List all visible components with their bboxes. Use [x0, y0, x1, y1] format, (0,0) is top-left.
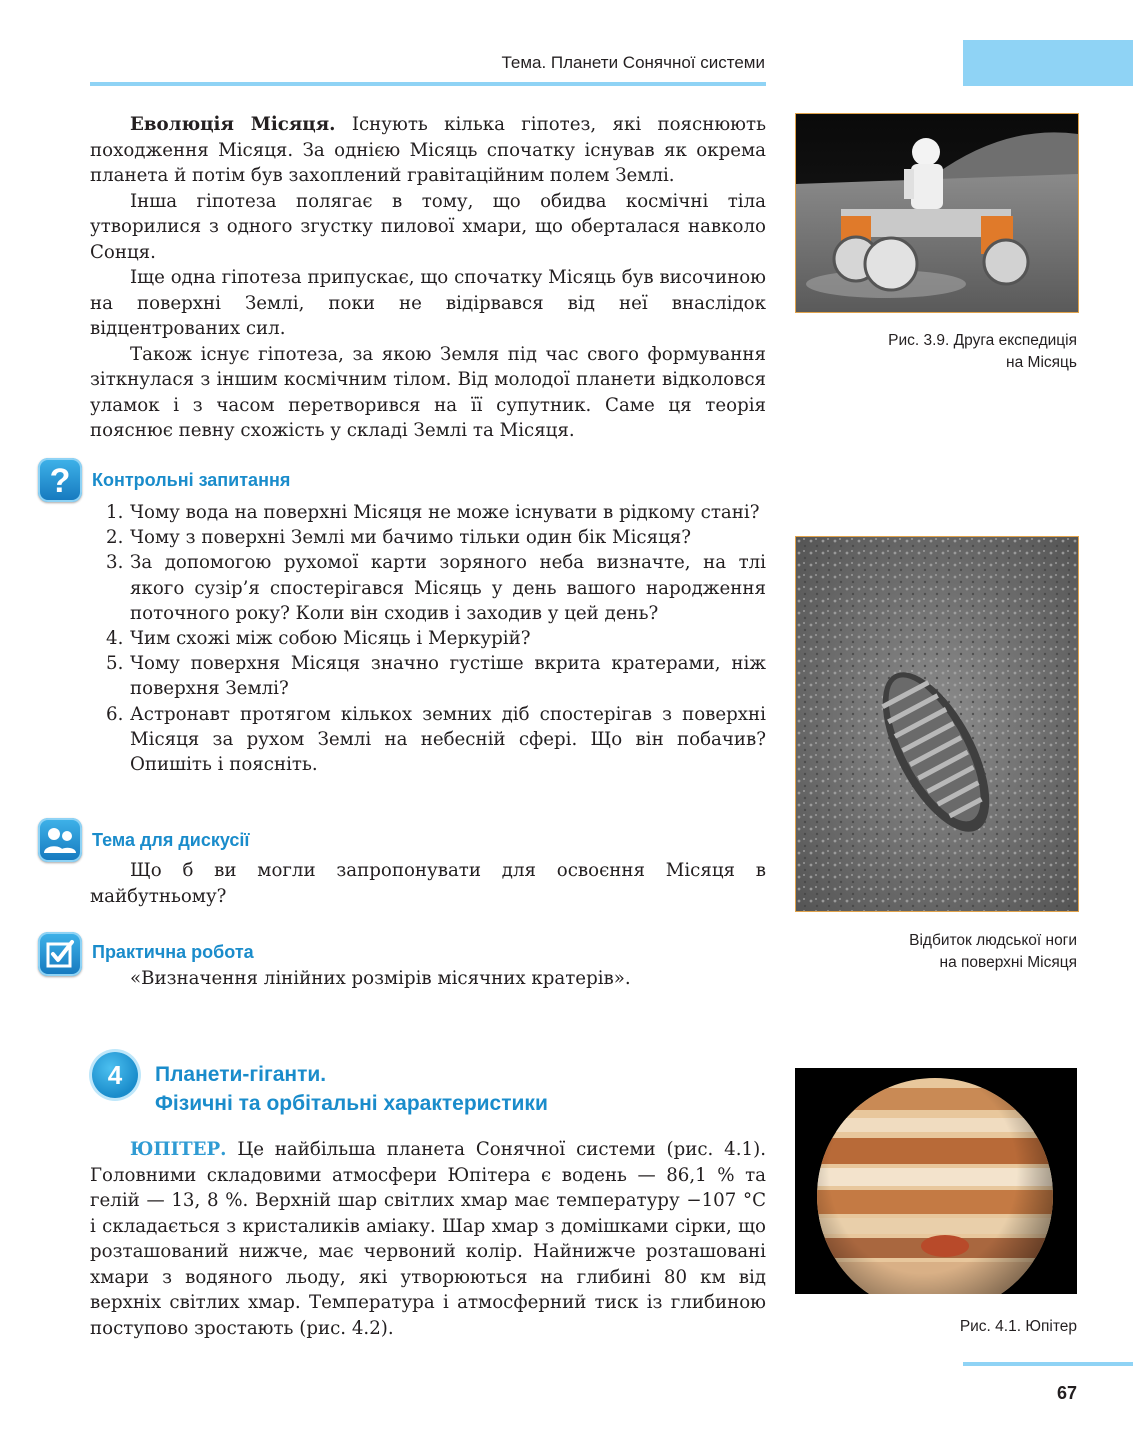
figure-jupiter — [795, 1068, 1077, 1294]
question-text: Чому з поверхні Землі ми бачимо тільки один бік Місяця? — [130, 527, 692, 549]
section-title-line-2: Фізичні та орбітальні характеристики — [155, 1092, 548, 1115]
figure-lunar-rover — [795, 113, 1079, 313]
question-text: Чому вода на поверхні Місяця не може існувати в рідкому стані? — [130, 502, 760, 523]
question-number: 4. — [106, 628, 124, 650]
evolution-paragraph-1-text: Існують кілька гіпотез, які пояснюють походження Місяця. За однією Місяць спочатку існував як окрема планета й потім був захоплений гравітаційним полем Землі. — [90, 114, 766, 186]
caption-fig-3-9 — [800, 330, 1077, 374]
section-number-badge: 4 — [92, 1052, 138, 1098]
footprint-image — [796, 537, 1078, 911]
question-text: Чому поверхня Місяця значно густіше вкрита кратерами, ніж поверхня Землі? — [130, 653, 766, 700]
question-number: 3. — [106, 552, 124, 574]
control-questions-list — [90, 500, 766, 777]
caption-line: на поверхні Місяця — [939, 954, 1077, 971]
lunar-rover-image — [796, 114, 1078, 312]
jupiter-text-block — [90, 1137, 766, 1341]
evolution-lead: Еволюція Місяця. — [130, 114, 336, 135]
footer-rule — [963, 1362, 1133, 1366]
practical-text-block — [90, 966, 766, 992]
question-number: 5. — [106, 653, 124, 675]
question-number: 2. — [106, 527, 124, 549]
running-header: Тема. Планети Сонячної системи — [501, 53, 765, 72]
practical-text: «Визначення лінійних розмірів місячних кратерів». — [130, 968, 631, 989]
control-questions-heading: Контрольні запитання — [92, 470, 291, 490]
jupiter-paragraph — [90, 1137, 766, 1341]
question-text: Чим схожі між собою Місяць і Меркурій? — [130, 628, 531, 650]
evolution-paragraph-4: Також існує гіпотеза, за якою Земля під час свого формування зіткнулася з іншим космічним тілом. Від молодої планети відколовся уламок і з часом перетворився на її супутник. Саме ця теорія пояснює певну схожість у складі Землі та Місяця. — [90, 343, 766, 441]
question-number: 1. — [106, 502, 124, 523]
caption-fig-4-1: Рис. 4.1. Юпітер — [959, 1318, 1077, 1335]
evolution-paragraph-1 — [90, 112, 766, 189]
jupiter-image — [795, 1068, 1077, 1294]
practical-heading: Практична робота — [92, 942, 254, 962]
svg-text:?: ? — [49, 463, 71, 497]
evolution-paragraph-3: Іще одна гіпотеза припускає, що спочатку Місяць був височиною на поверхні Землі, поки не відірвався від неї внаслідок відцентрованих сил. — [90, 267, 766, 339]
discussion-text: Що б ви могли запропонувати для освоєння Місяця в майбутньому? — [90, 860, 766, 907]
page-number: 67 — [1056, 1383, 1077, 1403]
header-rule — [90, 82, 766, 86]
caption-footprint — [800, 930, 1077, 974]
caption-line: Відбиток людської ноги — [909, 932, 1077, 949]
discussion-heading: Тема для дискусії — [92, 830, 250, 850]
evolution-text — [90, 112, 766, 444]
people-icon — [38, 818, 82, 862]
section-title — [155, 1060, 548, 1118]
list-item — [90, 702, 766, 778]
section-title-line-1: Планети-гіганти. — [155, 1063, 327, 1086]
discussion-text-block — [90, 858, 766, 909]
jupiter-lead: ЮПІТЕР. — [130, 1139, 227, 1160]
figure-footprint — [795, 536, 1079, 912]
header-color-block — [963, 40, 1133, 86]
checkbox-icon — [38, 932, 82, 976]
list-item — [90, 550, 766, 626]
question-icon — [38, 458, 82, 502]
jupiter-text: Це найбільша планета Сонячної системи (рис. 4.1). Головними складовими атмосфери Юпітера є водень — 86,1 % та гелій — 13, 8 %. Верхній шар світлих хмар має температуру −107 °С і складається з кристаликів аміаку. Шар хмар з домішками сірки, що розташований нижче, має червоний колір. Найнижче розташовані хмари з водяного льоду, які утворюються на глибині 80 км від верхніх світлих хмар. Температура і атмосферний тиск із глибиною поступово зростають (рис. 4.2). — [90, 1139, 766, 1339]
list-item — [90, 626, 766, 651]
question-number: 6. — [106, 703, 124, 725]
question-text: Астронавт протягом кількох земних діб спостерігав з поверхні Місяця за рухом Землі на небесній сфері. Що він побачив? Опишіть і поясніть. — [130, 703, 766, 776]
evolution-paragraph-2: Інша гіпотеза полягає в тому, що обидва космічні тіла утворилися з одного згустку пилової хмари, що оберталася навколо Сонця. — [90, 190, 766, 263]
list-item — [90, 500, 766, 525]
caption-line: Рис. 3.9. Друга експедиція — [888, 332, 1077, 349]
list-item — [90, 651, 766, 701]
question-text: За допомогою рухомої карти зоряного неба визначте, на тлі якого сузір’я спостерігався Місяць у день вашого народження поточного року? Коли він сходив і заходив у цей день? — [130, 552, 766, 624]
list-item — [90, 525, 766, 550]
caption-line: на Місяць — [1006, 354, 1077, 371]
